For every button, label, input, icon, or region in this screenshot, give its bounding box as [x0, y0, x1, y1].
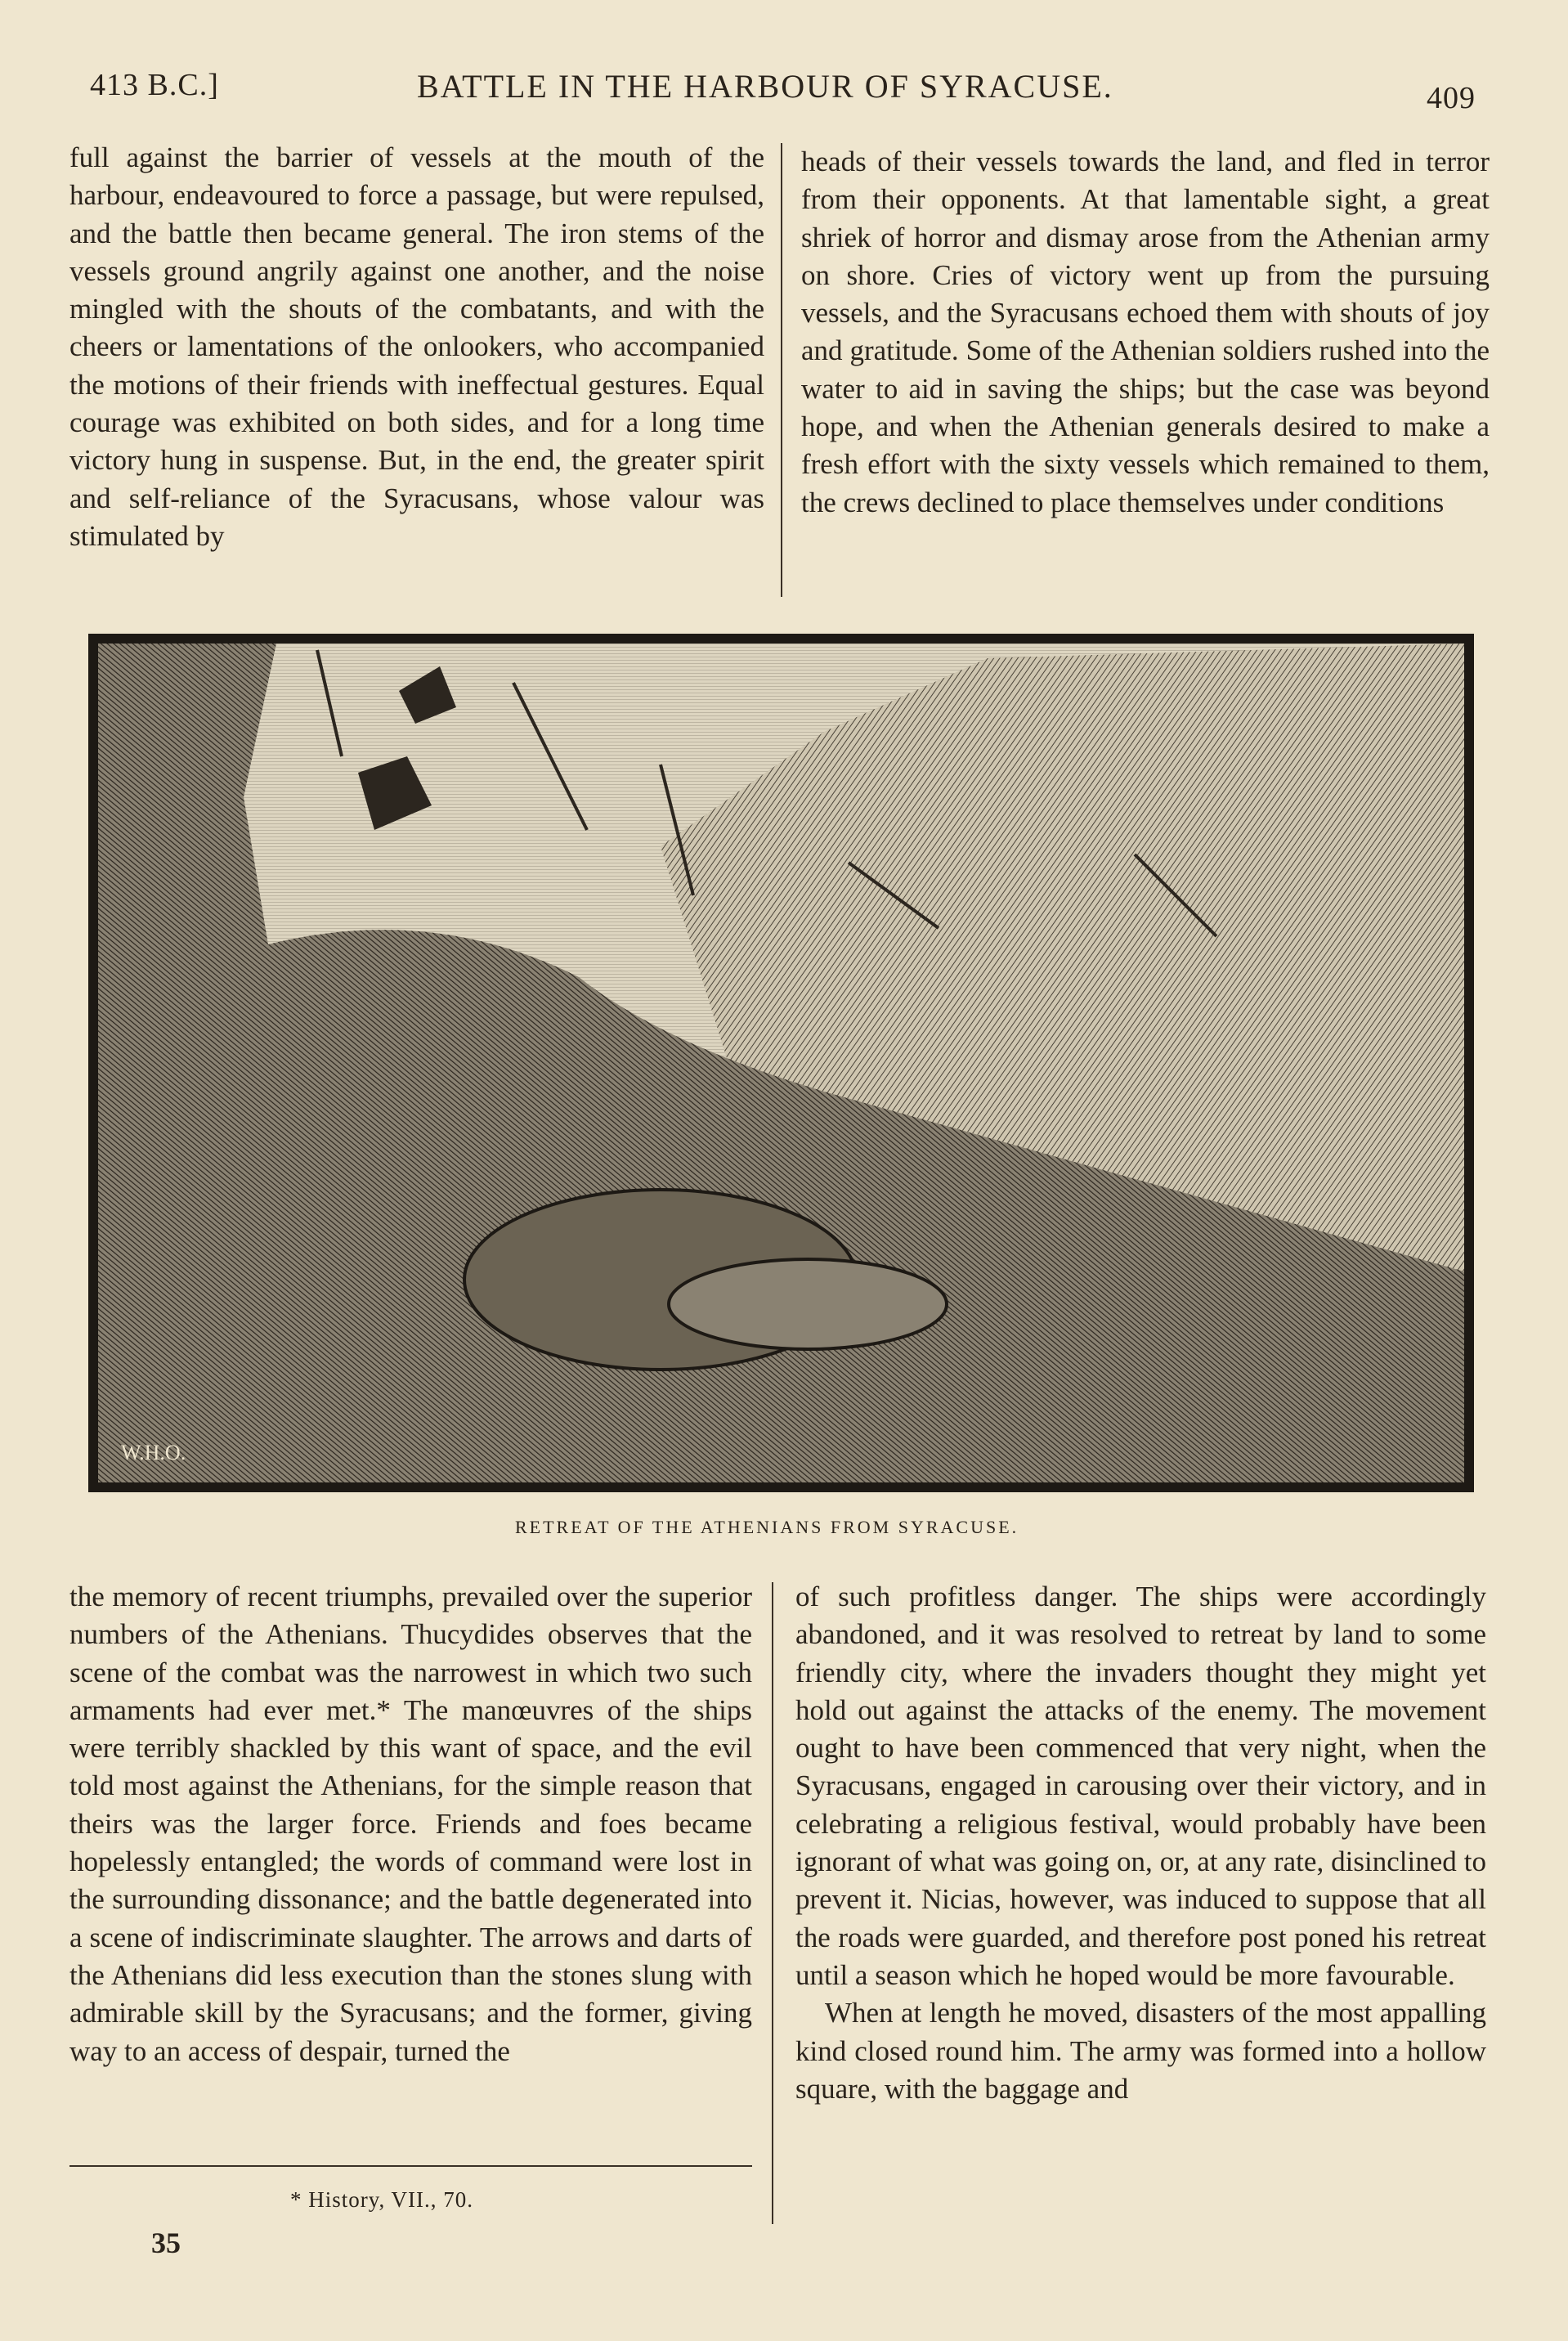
- column-divider: [781, 143, 782, 597]
- engraving-illustration: [88, 634, 1474, 1492]
- paragraph: the memory of recent triumphs, prevailed over the superior numbers of the Athenians. Thucydides observes that the scene of the combat was the narrowest in which two such armaments had ever met.* The manœuvres of the ships were terribly shackled by this want of space, and the evil told most against the Athenians, for the simple reason that theirs was the larger force. Friends and foes became hopelessly entangled; the words of command were lost in the surrounding dissonance; and the battle degenerated into a scene of indiscriminate slaughter. The arrows and darts of the Athenians did less execution than the stones slung with admirable skill by the Syracusans; and the former, giving way to an access of despair, turned the: [69, 1581, 752, 2067]
- column-bottom-left: [69, 1578, 752, 2070]
- running-head-date: 413 B.C.]: [90, 68, 219, 102]
- column-bottom-right: [795, 1578, 1486, 2108]
- shield: [669, 1259, 947, 1349]
- column-top-right: [801, 143, 1490, 522]
- running-head-title: BATTLE IN THE HARBOUR OF SYRACUSE.: [417, 68, 1113, 105]
- footnote-rule: [69, 2165, 752, 2167]
- column-top-left: [69, 139, 764, 555]
- paragraph: When at length he moved, disasters of the most appalling kind closed round him. The army was formed into a hollow square, with the baggage and: [795, 1997, 1486, 2105]
- signature-mark: 35: [151, 2227, 181, 2259]
- paragraph: of such profitless danger. The ships were accordingly abandoned, and it was resolved to retreat by land to some friendly city, where the invaders thought they might yet hold out against the attacks of the enemy. The movement ought to have been commenced that very night, when the Syracusans, engaged in carousing over their victory, and in celebrating a religious festival, would probably have been ignorant of what was going on, or, at any rate, disinclined to prevent it. Nicias, however, was induced to suppose that all the roads were guarded, and therefore post poned his retreat until a season which he hoped would be more favourable.: [795, 1581, 1486, 1991]
- engraver-signature: W.H.O.: [121, 1441, 186, 1464]
- column-divider: [772, 1582, 773, 2224]
- illustration-caption: RETREAT OF THE ATHENIANS FROM SYRACUSE.: [515, 1517, 1019, 1537]
- paragraph: heads of their vessels towards the land, and fled in terror from their opponents. At that lamentable sight, a great shriek of horror and dismay arose from the Athenian army on shore. Cries of victory went up from the pursuing vessels, and the Syracusans echoed them with shouts of joy and gratitude. Some of the Athenian soldiers rushed into the water to aid in saving the ships; but the case was beyond hope, and when the Athenian generals desired to make a fresh effort with the sixty vessels which remained to them, the crews declined to place themselves under conditions: [801, 146, 1490, 518]
- page-number: 409: [1427, 81, 1476, 115]
- paragraph: full against the barrier of vessels at the mouth of the harbour, endeavoured to force a passage, but were repulsed, and the battle then became general. The iron stems of the vessels ground angrily against one another, and the noise mingled with the shouts of the combatants, and with the cheers or lamentations of the onlookers, who accompanied the motions of their friends with ineffectual gestures. Equal courage was exhibited on both sides, and for a long time victory hung in suspense. But, in the end, the greater spirit and self-reliance of the Syracusans, whose valour was stimulated by: [69, 141, 764, 552]
- footnote: * History, VII., 70.: [290, 2187, 473, 2212]
